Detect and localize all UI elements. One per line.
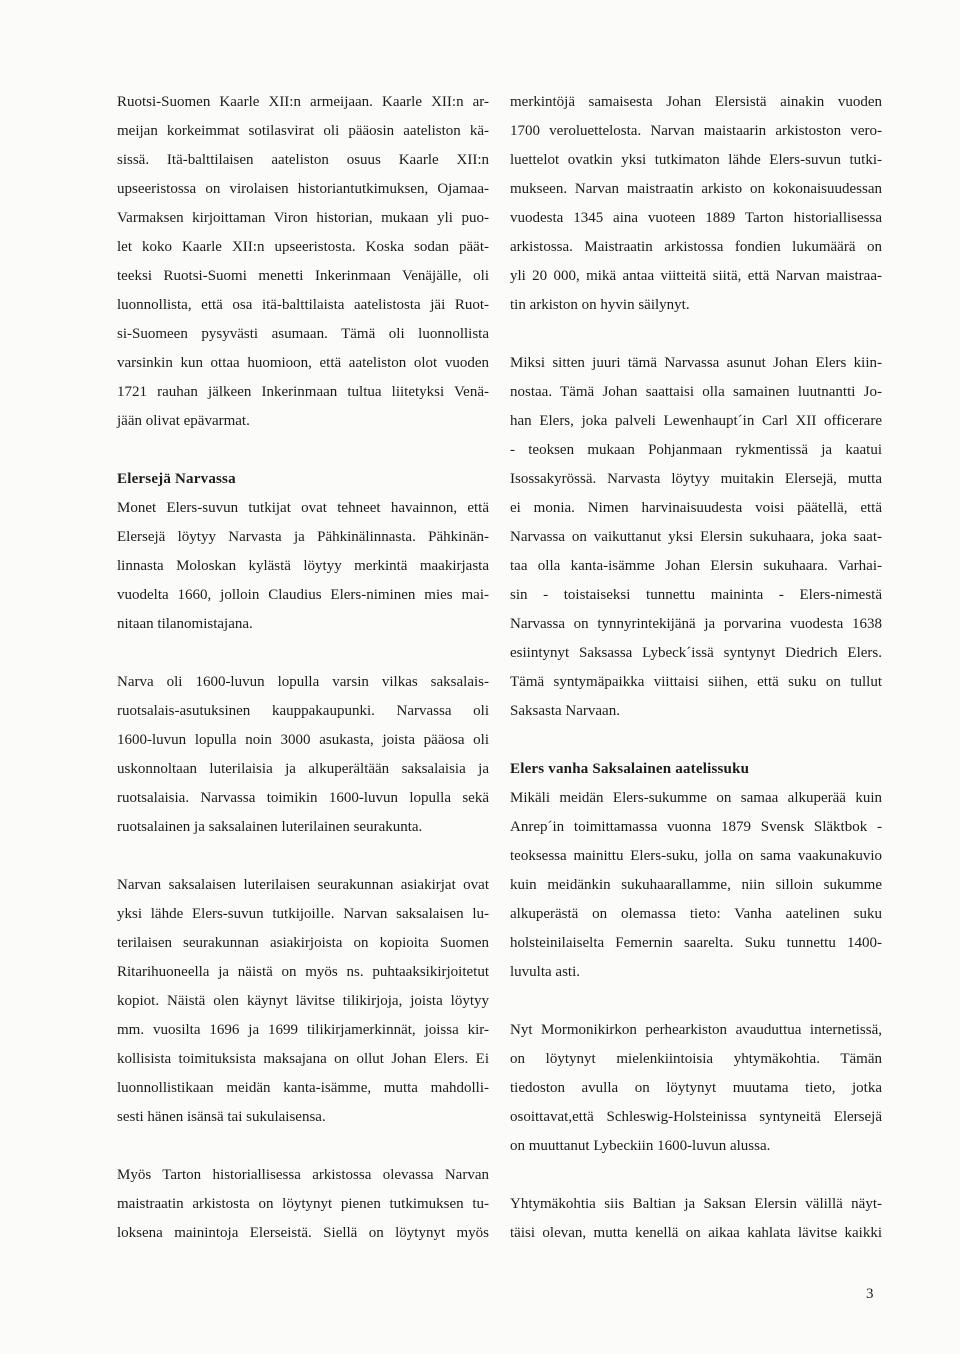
right-column-text-line: tin arkiston on hyvin säilynyt. [510, 297, 690, 313]
right-column-text-line: Narvassa on tynnyrintekijänä ja porvarina vuodesta 1638 [510, 616, 882, 632]
right-column-text-line: han Elers, joka palveli Lewenhaupt´in Carl XII officerare [510, 413, 882, 429]
right-column-text-line: Narvassa on vaikuttanut yksi Elersin sukuhaara, joka saat- [510, 529, 882, 545]
right-column-text-line: luvulta asti. [510, 964, 580, 980]
left-column-text-line: ruotsalaisia. Narvassa toimikin 1600-luvun lopulla sekä [117, 790, 489, 806]
page-number: 3 [866, 1286, 874, 1302]
left-column-text-line: Myös Tarton historiallisessa arkistossa olevassa Narvan [117, 1167, 489, 1183]
right-column-text-line: nostaa. Tämä Johan saattaisi olla samainen luutnantti Jo- [510, 384, 882, 400]
left-column-text-line: terilaisen seurakunnan asiakirjoista on kopioita Suomen [117, 935, 489, 951]
section-heading: Elers vanha Saksalainen aatelissuku [510, 761, 750, 777]
left-column-text-line: uskonnoltaan luterilaisia ja alkuperältään saksalaisia ja [117, 761, 489, 777]
left-column-paragraph-gap [117, 436, 489, 465]
left-column-text-line: jään olivat epävarmat. [117, 413, 250, 429]
right-column-paragraph-gap [510, 320, 882, 349]
right-column-text-line: on löytynyt mielenkiintoisia yhtymäkohtia. Tämän [510, 1051, 882, 1067]
right-column-text-line: täisi olevan, mutta kenellä on aikaa kahlata lävitse kaikki [510, 1225, 882, 1241]
left-column-paragraph-gap [117, 1132, 489, 1161]
left-column-text-line: teeksi Ruotsi-Suomi menetti Inkerinmaan Venäjälle, oli [117, 268, 489, 284]
right-column-text-line: 1700 veroluettelosta. Narvan maistaarin arkistoston vero- [510, 123, 882, 139]
right-column-paragraph-gap [510, 726, 882, 755]
right-column-text-line: kuin meidänkin sukuhaarallamme, niin silloin sukumme [510, 877, 882, 893]
right-column-text-line: taa olla kanta-isämme Johan Elersin sukuhaara. Varhai- [510, 558, 882, 574]
left-column-text-line: 1600-luvun lopulla noin 3000 asukasta, joista pääosa oli [117, 732, 489, 748]
left-column-text-line: ruotsalainen ja saksalainen luterilainen seurakunta. [117, 819, 423, 835]
left-column-text-line: nitaan tilanomistajana. [117, 616, 253, 632]
left-column-text-line: Monet Elers-suvun tutkijat ovat tehneet havainnon, että [117, 500, 489, 516]
right-column-paragraph-gap [510, 1161, 882, 1190]
left-column-text-line: let koko Kaarle XII:n upseeristosta. Koska sodan päät- [117, 239, 489, 255]
right-column-text-line: ei monia. Nimen harvinaisuudesta voisi päätellä, että [510, 500, 882, 516]
right-column-paragraph-gap [510, 987, 882, 1016]
right-column-text-line: teoksessa mainittu Elers-suku, jolla on sama vaakunakuvio [510, 848, 882, 864]
left-column-text-line: Ruotsi-Suomen Kaarle XII:n armeijaan. Kaarle XII:n ar- [117, 94, 489, 110]
right-column-text-line: luettelot ovatkin yksi tutkimaton lähde Elers-suvun tutki- [510, 152, 882, 168]
left-column-text-line: 1721 rauhan jälkeen Inkerinmaan tultua liitetyksi Venä- [117, 384, 489, 400]
right-column-text-line: Saksasta Narvaan. [510, 703, 620, 719]
left-column-text-line: Narvan saksalaisen luterilaisen seurakunnan asiakirjat ovat [117, 877, 489, 893]
right-column-text-line: arkistossa. Maistraatin arkistossa fondien lukumäärä on [510, 239, 882, 255]
left-column-text-line: Ritarihuoneella ja näistä on myös ns. puhtaaksikirjoitetut [117, 964, 489, 980]
right-text-column [510, 88, 882, 1248]
left-column-text-line: meijan korkeimmat sotilasvirat oli pääosin aateliston kä- [117, 123, 489, 139]
section-heading: Elersejä Narvassa [117, 471, 236, 487]
left-column-text-line: loksena mainintoja Elerseistä. Siellä on löytynyt myös [117, 1225, 489, 1241]
left-column-text-line: sesti hänen isänsä tai sukulaisensa. [117, 1109, 326, 1125]
left-column-text-line: Elersejä löytyy Narvasta ja Pähkinälinnasta. Pähkinän- [117, 529, 489, 545]
right-column-text-line: Isossakyrössä. Narvasta löytyy muitakin Elersejä, mutta [510, 471, 882, 487]
right-column-text-line: on muuttanut Lybeckiin 1600-luvun alussa. [510, 1138, 771, 1154]
right-column-text-line: tiedoston avulla on löytynyt muutama tieto, jotka [510, 1080, 882, 1096]
left-column-text-line: maistraatin arkistosta on löytynyt pienen tutkimuksen tu- [117, 1196, 489, 1212]
right-column-text-line: Mikäli meidän Elers-sukumme on samaa alkuperää kuin [510, 790, 882, 806]
left-column-text-line: yksi lähde Elers-suvun tutkijoille. Narvan saksalaisen lu- [117, 906, 489, 922]
left-column-text-line: luonnollista, että osa itä-balttilaista aatelistosta jäi Ruot- [117, 297, 489, 313]
right-column-text-line: holsteinilaiselta Femernin saarelta. Suku tunnettu 1400- [510, 935, 882, 951]
left-column-text-line: mm. vuosilta 1696 ja 1699 tilikirjamerkinnät, joissa kir- [117, 1022, 489, 1038]
right-column-text-line: mukseen. Narvan maistraatin arkisto on kokonaisuudessan [510, 181, 882, 197]
right-column-text-line: merkintöjä samaisesta Johan Elersistä ainakin vuoden [510, 94, 882, 110]
left-column-text-line: linnasta Moloskan kylästä löytyy merkintä maakirjasta [117, 558, 489, 574]
left-column-text-line: kollisista toimituksista maksajana on ollut Johan Elers. Ei [117, 1051, 489, 1067]
right-column-text-line: Yhtymäkohtia siis Baltian ja Saksan Elersin välillä näyt- [510, 1196, 882, 1212]
left-column-text-line: sissä. Itä-balttilaisen aateliston osuus Kaarle XII:n [117, 152, 489, 168]
right-column-text-line: alkuperästä on olemassa tieto: Vanha aatelinen suku [510, 906, 882, 922]
left-column-text-line: vuodelta 1660, jolloin Claudius Elers-niminen mies mai- [117, 587, 489, 603]
right-column-text-line: yli 20 000, mikä antaa viitteitä siitä, että Narvan maistraa- [510, 268, 882, 284]
left-column-text-line: luonnollistikaan meidän kanta-isämme, mutta mahdolli- [117, 1080, 489, 1096]
right-column-text-line: Miksi sitten juuri tämä Narvassa asunut Johan Elers kiin- [510, 355, 882, 371]
left-column-text-line: Narva oli 1600-luvun lopulla varsin vilkas saksalais- [117, 674, 489, 690]
right-column-text-line: osoittavat,että Schleswig-Holsteinissa syntyneitä Elersejä [510, 1109, 882, 1125]
left-column-paragraph-gap [117, 842, 489, 871]
left-text-column [117, 88, 489, 1248]
left-column-text-line: si-Suomeen pysyvästi asumaan. Tämä oli luonnollista [117, 326, 489, 342]
right-column-text-line: Nyt Mormonikirkon perhearkiston avauduttua internetissä, [510, 1022, 882, 1038]
left-column-text-line: varsinkin kun ottaa huomioon, että aateliston olot vuoden [117, 355, 489, 371]
right-column-text-line: Anrep´in toimittamassa vuonna 1879 Svensk Släktbok - [510, 819, 882, 835]
left-column-text-line: Varmaksen kirjoittaman Viron historian, mukaan yli puo- [117, 210, 489, 226]
left-column-text-line: ruotsalais-asutuksinen kauppakaupunki. Narvassa oli [117, 703, 489, 719]
right-column-text-line: esiintynyt Saksassa Lybeck´issä syntynyt Diedrich Elers. [510, 645, 882, 661]
left-column-text-line: kopiot. Näistä olen käynyt lävitse tilikirjoja, joista löytyy [117, 993, 489, 1009]
right-column-text-line: - teoksen mukaan Pohjanmaan rykmentissä ja kaatui [510, 442, 882, 458]
right-column-text-line: sin - toistaiseksi tunnettu maininta - Elers-nimestä [510, 587, 882, 603]
left-column-paragraph-gap [117, 639, 489, 668]
left-column-text-line: upseeristossa on virolaisen historiantutkimuksen, Ojamaa- [117, 181, 489, 197]
right-column-text-line: Tämä syntymäpaikka viittaisi siihen, että suku on tullut [510, 674, 882, 690]
right-column-text-line: vuodesta 1345 aina vuoteen 1889 Tarton historiallisessa [510, 210, 882, 226]
